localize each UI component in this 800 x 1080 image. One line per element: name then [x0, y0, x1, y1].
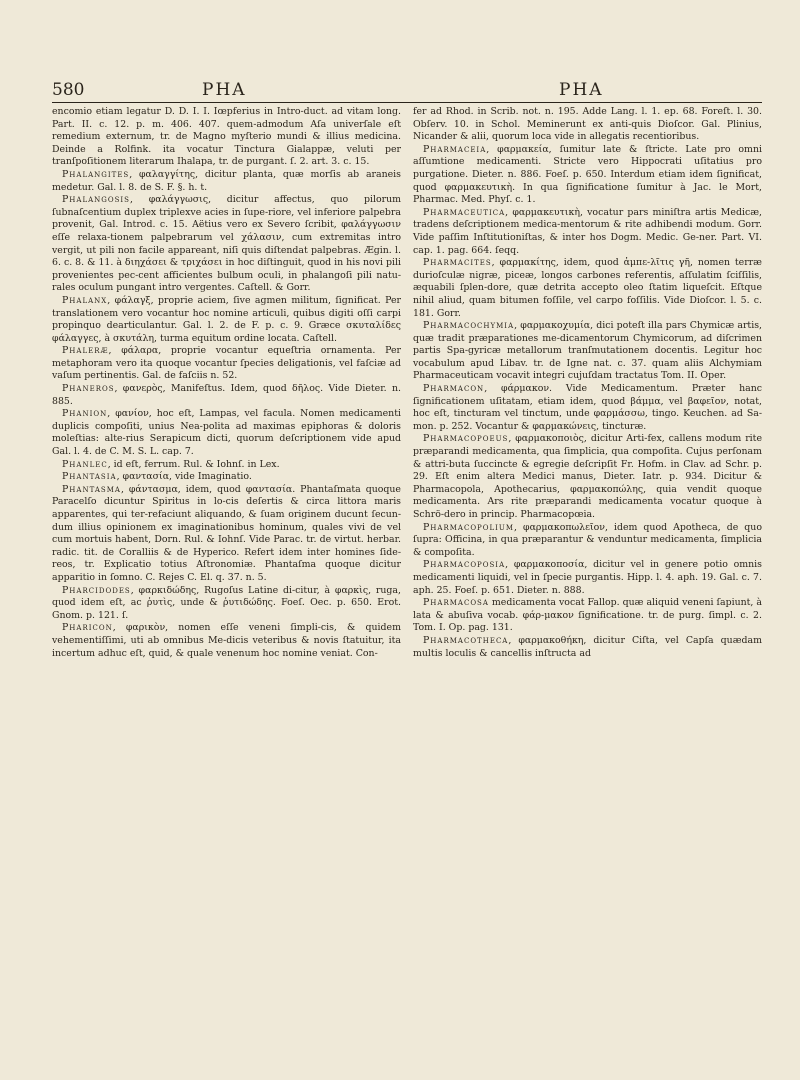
entry-headword: Phaneros: [62, 383, 115, 395]
entry-text: , φαρμακίτης, idem, quod ἀμπε-λῖτις γῆ, nomen terræ durioſculæ nigræ, piceæ, longos carbones referentis, aſſulatim ſciſſilis, æquabili ſplen-dore, quæ detrita accepto oleo ſtatim liqueſcit. Eſtque nihil aliud, quam bitumen foſſile, vel carpo foſſilis. Vide Dioſcor. l. 5. c. 181. Gorr.: [413, 257, 762, 319]
entry-text: , φαντασία, vide Imaginatio.: [116, 471, 252, 483]
entry-text: , φανερὸς, Manifeſtus. Idem, quod δῆλος. Vide Dieter. n. 885.: [52, 383, 401, 407]
dictionary-entry: [413, 320, 762, 383]
entry-headword: Phalanx: [62, 294, 108, 306]
entry-text: , φαρμακοχυμία, dici poteſt illa pars Chymicæ artis, quæ tradit præparationes me-dicamentorum Chymicorum, ad diſcrimen partis Spa-gyricæ metallorum tranſmutationem docentis. Legitur hoc vocabulum apud Libav. tr. de Igne nat. c. 37. quam aliis Alchymiam Pharmaceuticam vocavit integri cujuſdam tractatus Tom. II. Oper.: [413, 320, 762, 382]
dictionary-entry: [413, 522, 762, 560]
dictionary-entry: [52, 383, 401, 408]
entry-text: , φαρμακεία, ſumitur late & ſtricte. Late pro omni aſſumtione medicamenti. Stricte vero Hippocrati uſitatius pro purgatione. Dieter. n. 886. Foeſ. p. 650. Interdum etiam idem ſignificat, quod φαρμακευτικὴ. In qua ſignificatione ſumitur à Jac. le Mort, Pharmac. Med. Phyſ. c. 1.: [413, 143, 762, 206]
dictionary-entry: [52, 622, 401, 660]
dictionary-entry: [52, 169, 401, 194]
entry-headword: Pharmaceutica: [423, 206, 506, 218]
entry-text: , φαρικὸν, nomen eſſe veneni ſimpli-cis, & quidem vehementiſſimi, uti ab omnibus Me-dicis veteribus & novis ſtatuitur, ita incertum adhuc eſt, quid, & quale venenum hoc nomine veniat. Con-: [52, 622, 401, 659]
dictionary-entry: [52, 194, 401, 295]
entry-text: medicamenta vocat Fallop. quæ aliquid veneni ſapiunt, à lata & abuſiva vocab. φάρ-μακον ſignificatione. tr. de purg. ſimpl. c. 2. Tom. I. Op. pag. 131.: [413, 597, 762, 634]
dictionary-entry: [52, 106, 401, 169]
dictionary-entry: [52, 585, 401, 623]
entry-headword: Pharmacopoeus: [423, 433, 509, 445]
entry-headword: Phantasma: [62, 483, 121, 495]
running-head-left: PHA: [202, 80, 247, 100]
entry-text: encomio etiam legatur D. D. I. I. Iœpferius in Intro-duct. ad vitam long. Part. II. c. 12. p. m. 406. 407. quem-admodum Aſa univerſale eſt remedium externum, tr. de Magno myſterio mundi & illius medicina. Deinde a Rolfink. ita vocatur Tinctura Gialappæ, veluti per tranſpoſitionem literarum Ihalapa, tr. de purgant. ſ. 2. art. 3. c. 15.: [52, 106, 401, 168]
dictionary-entry: [52, 471, 401, 484]
entry-text: fer ad Rhod. in Scrib. not. n. 195. Adde Lang. l. 1. ep. 68. Foreſt. l. 30. Obſerv. 10. in Schol. Meminerunt ex anti-quis Dioſcor. Gal. Plinius, Nicander & alii, quorum loca vide in allegatis recentioribus.: [413, 106, 762, 143]
entry-headword: Pharmacites: [423, 257, 492, 269]
entry-text: , φαρμακοθήκη, dicitur Ciſta, vel Capſa quædam multis loculis & cancellis inſtructa ad: [413, 634, 762, 659]
dictionary-entry: [413, 383, 762, 433]
entry-headword: Pharicon: [62, 622, 113, 634]
entry-text: , φανίον, hoc eſt, Lampas, vel facula. Nomen medicamenti duplicis compoſiti, unius Nea-polita ad maximas epiphoras & doloris moleſtias: alte-rius Serapicum dicti, quorum deſcriptionem vide apud Gal. l. 4. de C. M. S. L. cap. 7.: [52, 408, 401, 458]
dictionary-entry: [52, 459, 401, 472]
entry-headword: Pharmacopolium: [423, 521, 514, 533]
entry-text: , φαρκιδώδης, Rugoſus Latine di-citur, à φαρκὶς, ruga, quod idem eſt, ac ῥυτὶς, unde & ῥυτιδώδης. Foeſ. Oec. p. 650. Erot. Gnom. p. 121. ſ.: [52, 584, 401, 621]
dictionary-entry: [413, 207, 762, 257]
left-column: [52, 106, 401, 660]
running-head-right: PHA: [559, 80, 604, 100]
entry-text: , φαρμακοποιὸς, dicitur Arti-fex, callens modum rite præparandi medicamenta, qua ſimplicia, qua compoſita. Cujus perſonam & attri-buta ſuccincte & egregie deſcripſit Fr. Hofm. in Clav. ad Schr. p. 29. Eſt enim altera Medici manus, Dieter. Iatr. p. 934. Dicitur & Pharmacopola, Apothecarius, φαρμακοπώλης, quia vendit quoque medicamenta. Ars rite præparandi medicamenta vocatur quoque à Schrö-dero in princip. Pharmacopœia.: [413, 433, 762, 520]
dictionary-entry: [52, 295, 401, 345]
entry-text: , φαρμακοποσία, dicitur vel in genere potio omnis medicamenti liquidi, vel in ſpecie purgantis. Hipp. l. 4. aph. 19. Gal. c. 7. aph. 25. Foeſ. p. 651. Dieter. n. 888.: [413, 559, 762, 596]
entry-text: , φαρμακοπωλεῖον, idem quod Apotheca, de quo ſupra: Officina, in qua præparantur & venduntur medicamenta, ſimplicia & compoſita.: [413, 521, 762, 558]
dictionary-entry: [413, 144, 762, 207]
entry-headword: Phaleræ: [62, 345, 109, 357]
entry-headword: Pharmacoposia: [423, 559, 506, 571]
dictionary-entry: [413, 257, 762, 320]
entry-headword: Pharmacochymia: [423, 320, 515, 332]
entry-text: , φάλαγξ, proprie aciem, ſive agmen militum, ſignificat. Per translationem vero vocantur hoc nomine articuli, quibus digiti oſſi carpi propinquo dearticulantur. Gal. l. 2. de F. p. c. 9. Græce σκυταλίδες φάλαγγες, à σκυτάλη, turma equitum ordine locata. Caſtell.: [52, 294, 401, 344]
entry-headword: Phalangites: [62, 168, 130, 180]
entry-headword: Phanlec: [62, 458, 108, 470]
dictionary-entry: [52, 408, 401, 458]
dictionary-entry: [413, 559, 762, 597]
entry-headword: Pharmacon: [423, 383, 485, 395]
entry-text: , φαρμακευτικὴ, vocatur pars miniſtra artis Medicæ, tradens deſcriptionem medica-mentorum & rite adhibendi modum. Gorr. Vide paſſim Inſtitutioniſtas, & inter hos Dogm. Medic. Ge-ner. Part. VI. cap. 1. pag. 664. ſeqq.: [413, 206, 762, 256]
entry-text: , id eſt, ferrum. Rul. & Iohnſ. in Lex.: [107, 458, 280, 470]
entry-headword: Pharmaceia: [423, 143, 487, 155]
entry-headword: Phalangosis: [62, 194, 130, 206]
right-column: [413, 106, 762, 660]
page-number: 580: [52, 80, 85, 100]
dictionary-entry: [52, 345, 401, 383]
entry-text: , φαλαγγίτης, dicitur planta, quæ morſis ab araneis medetur. Gal. l. 8. de S. F. §. h. t.: [52, 168, 401, 193]
two-column-text: [52, 106, 762, 660]
entry-text: , φαλάγγωσις, dicitur affectus, quo pilorum ſubnaſcentium duplex triplexve acies in ſupe-riore, vel inferiore palpebra provenit, Gal. Introd. c. 15. Aëtius vero ex Severo ſcribit, φαλάγγωσιν eſſe relaxa-tionem palpebrarum vel χάλασιν, cum extremitas intro vergit, ut pili non facile appareant, niſi quis diſtendat palpebras. Ægin. l. 6. c. 8. & 11. à διηχάσει & τριχάσει in hoc diſtinguit, quod in his novi pili provenientes pec-cent afficientes bulbum oculi, in phalangoſi pili natu-rales oculum pungant intro vergentes. Caſtell. & Gorr.: [52, 194, 401, 294]
entry-text: , φάρμακον. Vide Medicamentum. Præter hanc ſignificationem uſitatam, etiam idem, quod βάμμα, vel βαφεῖον, notat, hoc eſt, tincturam vel tinctum, unde φαρμάσσω, tingo. Keuchen. ad Sa-mon. p. 252. Vocantur & φαρμακώνεις, tincturæ.: [413, 383, 762, 432]
entry-headword: Phantasia: [62, 471, 117, 483]
entry-headword: Pharcidodes: [62, 584, 131, 596]
dictionary-entry: [413, 433, 762, 521]
entry-headword: Pharmacotheca: [423, 634, 509, 646]
dictionary-entry: [413, 635, 762, 660]
dictionary-entry: [52, 484, 401, 585]
entry-headword: Pharmacosa: [423, 597, 489, 609]
dictionary-entry: [413, 597, 762, 635]
entry-headword: Phanion: [62, 408, 108, 420]
page-header: [52, 76, 762, 103]
dictionary-entry: [413, 106, 762, 144]
entry-text: , φάντασμα, idem, quod φαντασία. Phantaſmata quoque Paracelſo dicuntur Spiritus in lo-cis deſertis & circa littora maris apparentes, qui ter-refaciunt aliquando, & ſuam originem ducunt ſecun-dum illius opinionem ex imaginationibus hominum, quales vivi de vel cum mortuis habent, Dorn. Rul. & Iohnſ. Vide Parac. tr. de virtut. herbar. radic. tit. de Coralliis & de Hyperico. Refert idem inter homines ſide-reos, tr. Explicatio totius Aſtronomiæ. Phantaſma quoque dicitur apparitio in ſomno. C. Rejes C. El. q. 37. n. 5.: [52, 483, 401, 583]
entry-text: , φάλαρα, proprie vocantur equeſtria ornamenta. Per metaphoram vero ita quoque vocantur ſpecies deligationis, vel faſciæ ad vaſum pertinentis. Gal. de faſciis n. 52.: [52, 345, 401, 382]
